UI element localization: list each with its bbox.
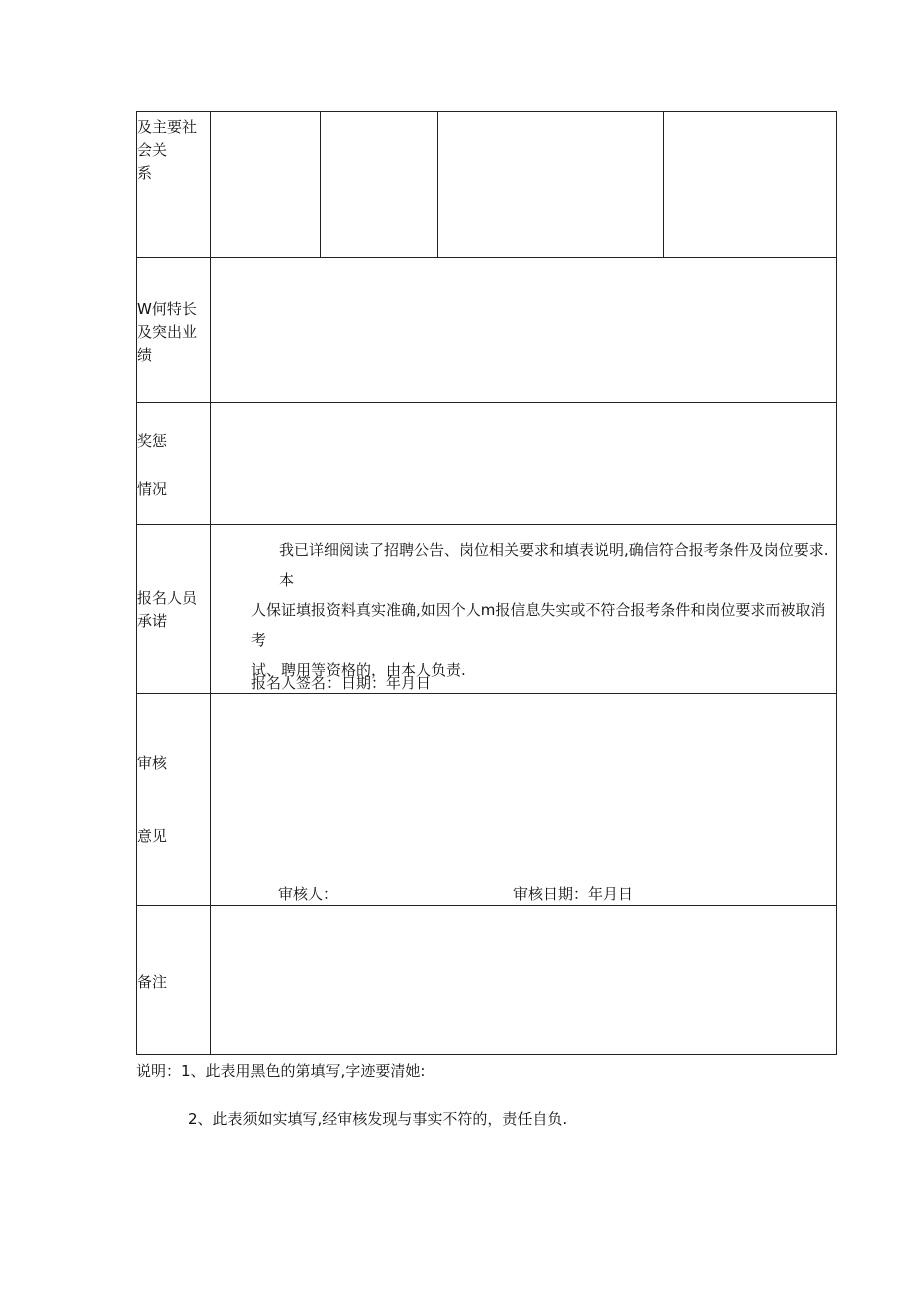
rewards-label <box>137 430 201 501</box>
rewards-label-line-1: 奖惩 <box>137 432 168 450</box>
family-relations-label <box>137 116 201 185</box>
review-label-line-1: 审核 <box>137 754 168 772</box>
review-content-cell[interactable] <box>211 694 836 879</box>
family-cell-3[interactable] <box>438 113 662 256</box>
specialty-label-line-2: 及突出业 <box>137 323 198 341</box>
note-line-1: 说明：1、此表用黑色的第填写,字迹要清她: <box>136 1062 426 1080</box>
remarks-content-cell[interactable] <box>211 906 836 1054</box>
rewards-label-line-2: 情况 <box>137 480 168 498</box>
review-label-line-2: 意见 <box>137 827 168 845</box>
family-label-line-1: 及主要社 <box>137 118 198 136</box>
specialty-content-cell[interactable] <box>211 258 836 401</box>
reviewer-label: 审核人： <box>278 885 339 903</box>
family-cell-1[interactable] <box>211 113 319 256</box>
specialty-label <box>137 298 201 367</box>
family-label-line-3: 系 <box>137 164 153 182</box>
pledge-text-line-2: 人保证填报资料真实准确,如因个人m报信息失实或不符合报考条件和岗位要求而被取消考 <box>251 601 826 649</box>
pledge-signature-line: 报名人签名：日期：年月日 <box>251 674 432 692</box>
remarks-label <box>137 971 201 994</box>
pledge-label-line-2: 承诺 <box>137 612 168 630</box>
family-cell-4[interactable] <box>664 113 836 256</box>
rewards-content-cell[interactable] <box>211 403 836 523</box>
specialty-label-line-1: W何特长 <box>137 300 197 318</box>
pledge-label <box>137 587 201 633</box>
pledge-text <box>251 535 831 685</box>
note-line-2: 2、此表须如实填写,经审核发现与事实不符的，责任自负. <box>188 1110 568 1128</box>
family-cell-2[interactable] <box>321 113 436 256</box>
remarks-label-text: 备注 <box>137 973 168 991</box>
pledge-text-line-1: 我已详细阅读了招聘公告、岗位相关要求和填表说明,确信符合报考条件及岗位要求.本 <box>279 541 829 589</box>
row-divider-3 <box>137 524 836 525</box>
pledge-label-line-1: 报名人员 <box>137 589 198 607</box>
pledge-text-line-3: 试、聘用等资格的，由本人负责. <box>251 661 466 679</box>
family-label-line-2: 会关 <box>137 141 168 159</box>
registration-form-table <box>136 111 837 1055</box>
review-label <box>137 752 201 848</box>
specialty-label-line-3: 绩 <box>137 346 153 364</box>
review-date-label: 审核日期：年月日 <box>513 885 634 903</box>
